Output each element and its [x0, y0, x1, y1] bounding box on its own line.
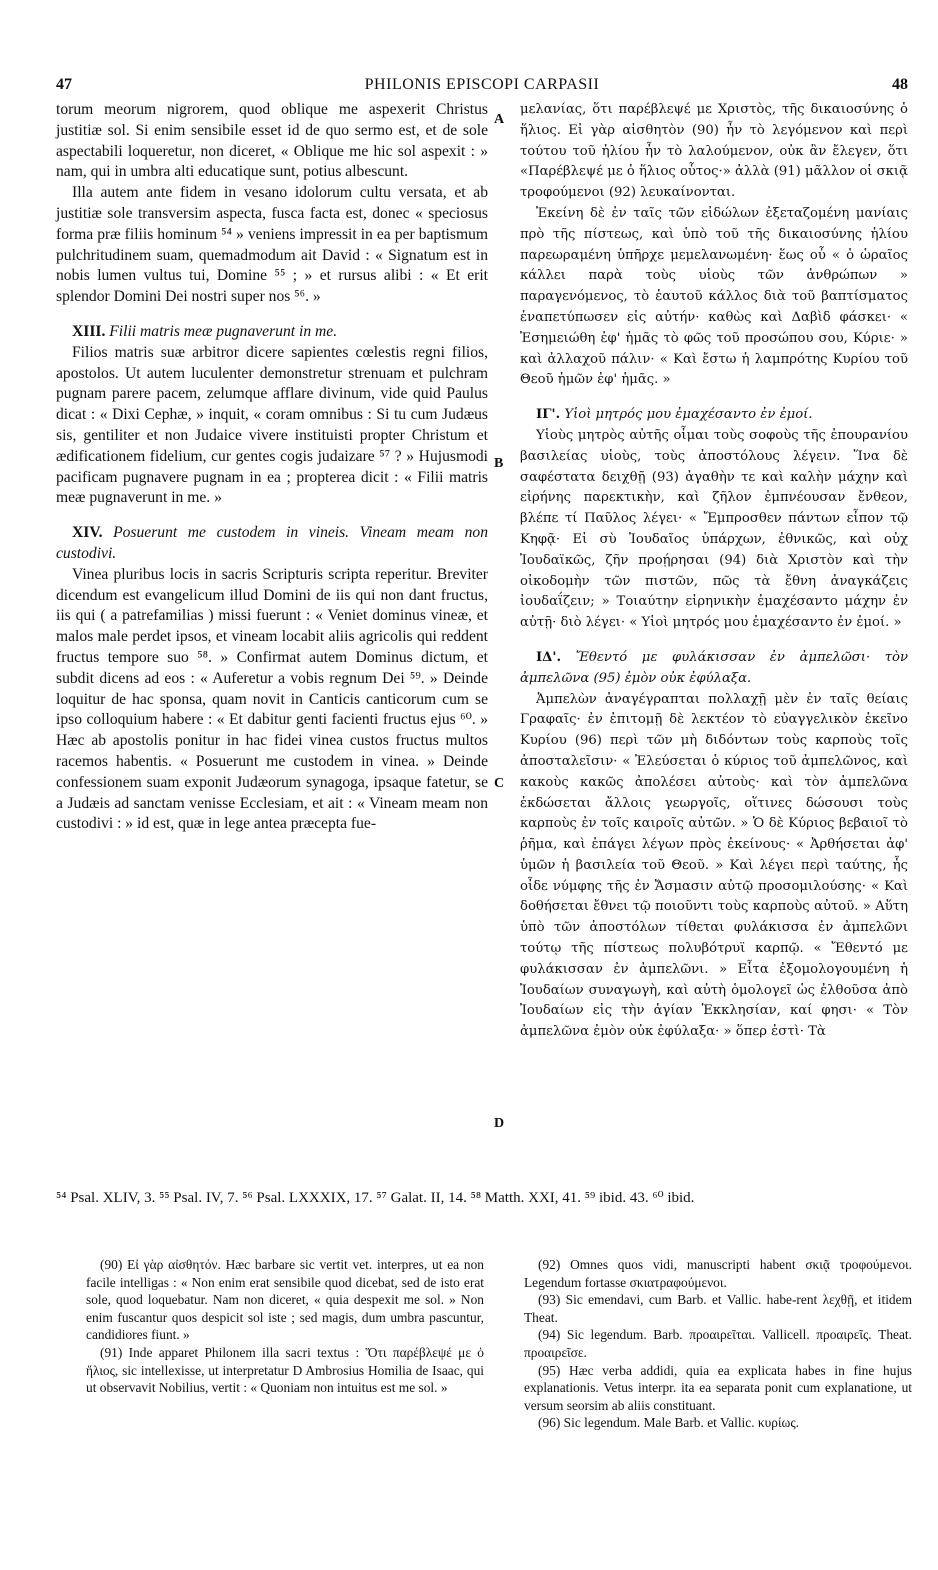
- editor-notes-left: [86, 1256, 484, 1397]
- greek-paragraph: Ἐκείνη δὲ ἐν ταῖς τῶν εἰδώλων ἐξεταζομένη μανίαις πρὸ τῆς πίστεως, καὶ ὑπὸ τοῦ τῆς δικαιοσύνης ἡλίου παρεωραμένη ὑπῆρχε μεμελανωμένη· ἕως οὗ « ὁ ὡραῖος κάλλει παρὰ τοὺς υἱοὺς τῶν ἀνθρώπων » παραγενόμενος, τὸ ἑαυτοῦ κάλλος διὰ τοῦ βαπτίσματος ἐναπετύπωσεν εἰς αὐτήν· καθὼς καὶ Δαβὶδ φάσκει· « Ἐσημειώθη ἐφ' ἡμᾶς τὸ φῶς τοῦ προσώπου σου, Κύριε· » καὶ ἀλλαχοῦ πάλιν· « Καὶ ἔστω ἡ λαμπρότης Κυρίου τοῦ Θεοῦ ἡμῶν ἐφ' ἡμᾶς. »: [520, 205, 908, 388]
- page-number-right: 48: [892, 76, 908, 93]
- margin-marker-c: C: [494, 776, 505, 791]
- section-title: Filii matris meæ pugnaverunt in me.: [109, 322, 338, 340]
- margin-marker-d: D: [494, 1116, 505, 1131]
- section-title: Υἱοὶ μητρός μου ἐμαχέσαντο ἐν ἐμοί.: [564, 407, 813, 423]
- section-number: ΙΔ'.: [536, 649, 562, 665]
- editor-note: (90) Εἰ γὰρ αἰσθητόν. Hæc barbare sic vertit vet. interpres, ut ea non facile intelligas : « Non enim erat sensibile quod dicebat, sed de isto erat sole, quod loquebatur. Nam non diceret, « quia despexit me sol. » Non enim fuscantur quos despicit sol iste ; sed magis, dum umbra pascuntur, candidiores fiunt. »: [86, 1257, 484, 1343]
- editor-notes-right: [524, 1256, 912, 1432]
- section-title: Ἔθεντό με φυλάκισσαν ἐν ἀμπελῶσι· τὸν ἀμπελῶνα (95) ἐμὸν οὐκ ἐφύλαξα.: [520, 649, 908, 686]
- editor-note: (96) Sic legendum. Male Barb. et Vallic. κυρίως.: [538, 1415, 800, 1431]
- latin-paragraph: Illa autem ante fidem in vesano idolorum cultu versata, et ab justitiæ sole transversim aspecta, fusca facta est, donec « speciosus forma præ filiis hominum ⁵⁴ » veniens impressit in ea per baptismum pulchritudinem suam, quemadmodum ait David : « Signatum est in nobis lumen vultus tui, Domine ⁵⁵ ; » et rursus alibi : « Et erit splendor Domini Dei nostri super nos ⁵⁶. »: [56, 184, 488, 306]
- scripture-footnotes: ⁵⁴ Psal. XLIV, 3. ⁵⁵ Psal. IV, 7. ⁵⁶ Psal. LXXXIX, 17. ⁵⁷ Galat. II, 14. ⁵⁸ Matth. XXI, 41. ⁵⁹ ibid. 43. ⁶⁰ ibid.: [56, 1190, 695, 1206]
- editor-note: (94) Sic legendum. Barb. προαιρεῖται. Vallicell. προαιρεῖς. Theat. προαιρεῖσε.: [524, 1327, 912, 1360]
- margin-marker-b: B: [494, 456, 504, 471]
- editor-note: (93) Sic emendavi, cum Barb. et Vallic. habe-rent λεχθῇ, et itidem Theat.: [524, 1292, 912, 1325]
- section-number: ΙΓ'.: [536, 407, 561, 423]
- latin-column: [56, 100, 488, 835]
- greek-column: [520, 100, 908, 1043]
- section-title: Posuerunt me custodem in vineis. Vineam meam non custodivi.: [56, 524, 488, 562]
- greek-paragraph: μελανίας, ὅτι παρέβλεψέ με Χριστὸς, τῆς δικαιοσύνης ὁ ἥλιος. Εἰ γὰρ αἰσθητὸν (90) ἦν τὸ λεγόμενον καὶ περὶ τούτου τοῦ ἡλίου ἦν τὸ λαλούμενον, οὐκ ἂν ἔλεγεν, ὅτι «Παρέβλεψέ με ὁ ἥλιος οὗτος·» ἀλλὰ (91) μᾶλλον οἱ σκιᾷ τροφούμενοι (92) λευκαίνονται.: [520, 102, 908, 201]
- latin-paragraph: Filios matris suæ arbitror dicere sapientes cœlestis regni filios, apostolos. Ut autem luculenter demonstretur strenuam et pulchram pugnam parere pacem, zelumque afflare divinum, vide quid Paulus dicat : « Dixi Cephæ, » inquit, « coram omnibus : Si tu cum Judæus sis, gentiliter et non Judaice vivere instituisti propter Christum et ædificationem fidelium, cur gentes cogis judaizare ⁵⁷ ? » Hujusmodi pacificam pugnavere pugnam in ea ; propterea dicit : « Filii matris meæ pugnaverunt in me. »: [56, 343, 488, 507]
- running-title: PHILONIS EPISCOPI CARPASII: [364, 76, 600, 93]
- footnote-divider: [56, 1176, 908, 1177]
- greek-section-heading: [520, 405, 908, 426]
- latin-paragraph: Vinea pluribus locis in sacris Scripturis scripta reperitur. Breviter dicendum est evangelicum illud Domini de iis qui non dant fructus, iis qui ( a patrefamilias ) missi fuerunt : « Veniet dominus vineæ, et malos male perdet ipsos, et vineam locabit aliis agricolis qui reddent fructus tempore suo ⁵⁸. » Confirmat autem Dominus dictum, et subdit dicens ad eos : « Auferetur a vobis regnum Dei ⁵⁹. » Deinde loquitur de hac sponsa, quam novit in Canticis canticorum cum se ipso colloquium habere : « Et dabitur genti facienti fructus ejus ⁶⁰. » Hæc ab apostolis ponitur in hac fidei vinea custos fructus multos racemos habentis. « Posuerunt me custodem in vinea. » Deinde confessionem suam exponit Judæorum synagoga, ipsaque fatetur, se a Judæis ad sanctam venisse Ecclesiam, et ait : « Vineam meam non custodivi : » id est, quæ in lege antea præcepta fue-: [56, 565, 488, 833]
- editor-note: (91) Inde apparet Philonem illa sacri textus : Ὅτι παρέβλεψέ με ὁ ἥλιος, sic intellexisse, ut interpretatur D Ambrosius Homilia de Isaac, qui ut observavit Nobilius, vertit : « Quoniam non intuitus est me sol. »: [86, 1344, 484, 1396]
- page-number-left: 47: [56, 76, 72, 93]
- running-header: [56, 76, 908, 100]
- section-number: XIV.: [72, 524, 103, 542]
- margin-marker-a: A: [494, 112, 505, 127]
- latin-section-heading: [56, 322, 488, 343]
- greek-paragraph: Υἱοὺς μητρὸς αὐτῆς οἶμαι τοὺς σοφοὺς τῆς ἐπουρανίου βασιλείας υἱοὺς, τοὺς ἀποστόλους λέγειν. Ἵνα δὲ σαφέστατα δειχθῇ (93) ἀγαθὴν τε καὶ καλὴν μάχην καὶ εἰρήνης παρεκτικὴν, καὶ ζῆλον ἐμπνέουσαν ἔνθεον, βλέπε τί Παῦλος λέγει· « Ἔμπροσθεν πάντων εἶπον τῷ Κηφᾷ· Εἰ σὺ Ἰουδαῖος ὑπάρχων, ἐθνικῶς, καὶ οὐχ Ἰουδαϊκῶς, ζῆν προῄρησαι (94) διὰ Χριστὸν καὶ τὴν οἰκοδομὴν τῶν πιστῶν, πῶς τὰ ἔθνη ἀναγκάζεις ἰουδαΐζειν; » Τοιαύτην εἰρηνικὴν ἐμαχέσαντο μάχην ἐν αὐτῇ· διὸ λέγει· « Υἱοὶ μητρός μου ἐμαχέσαντο ἐν ἐμοί. »: [520, 427, 908, 631]
- greek-paragraph: Ἀμπελὼν ἀναγέγραπται πολλαχῇ μὲν ἐν ταῖς θείαις Γραφαῖς· ἐν ἐπιτομῇ δὲ λεκτέον τὸ εὐαγγελικὸν ἐκεῖνο Κυρίου (96) περὶ τῶν μὴ διδόντων τοὺς καρποὺς τοῖς ἀποσταλεῖσιν· « Ἐλεύσεται ὁ κύριος τοῦ ἀμπελῶνος, καὶ κακοὺς κακῶς ἀπολέσει αὐτοὺς· καὶ τὸν ἀμπελῶνα ἐκδώσεται ἄλλοις γεωργοῖς, οἵτινες δώσουσι τοὺς καρποὺς ἐν τοῖς καιροῖς αὐτῶν. » Ὁ δὲ Κύριος βεβαιοῖ τὸ ῥῆμα, καὶ ἐπάγει λέγων πρὸς ἐκείνους· « Ἀρθήσεται ἀφ' ὑμῶν ἡ βασιλεία τοῦ Θεοῦ. » Καὶ λέγει περὶ ταύτης, ἧς οἶδε νύμφης τῆς ἐν Ἄσμασιν αὐτῷ προσομιλούσης· « Καὶ δοθήσεται ἔθνει τῷ ποιοῦντι τοὺς καρποὺς αὐτοῦ. » Αὕτη ὑπὸ τῶν ἀποστόλων τίθεται φυλάκισσα ἐν ἀμπελῶνι τούτῳ τῆς πίστεως πολυβότρυϊ καρπῷ. « Ἔθεντό με φυλάκισσαν ἐν ἀμπελῶνι. » Εἶτα ἐξομολογουμένη ἡ Ἰουδαίων συναγωγὴ, καὶ αὐτὴ ὁμολογεῖ ὡς ἐλθοῦσα ἀπὸ Ἰουδαίων εἰς τὴν ἁγίαν Ἐκκλησίαν, καί φησι· « Τὸν ἀμπελῶνα ἐμὸν οὐκ ἐφύλαξα· » ὅπερ ἐστὶ· Τὰ: [520, 691, 908, 1040]
- latin-paragraph: torum meorum nigrorem, quod oblique me aspexerit Christus justitiæ sol. Si enim sensibile esset id de quo sermo est, et de sole aspectabili loqueretur, non diceret, « Oblique me hic sol aspexit : » nam, qui in umbra alti educatique sunt, potius albescunt.: [56, 101, 488, 181]
- editor-note: (95) Hæc verba addidi, quia ea explicata habes in fine hujus explanationis. Vetus interpr. ita ea separata ponit cum explanatione, ut versum seorsim ab aliis constituant.: [524, 1362, 912, 1413]
- greek-section-heading: [520, 648, 908, 690]
- latin-section-heading: [56, 523, 488, 565]
- editor-note: (92) Omnes quos vidi, manuscripti habent σκιᾷ τροφούμενοι. Legendum fortasse σκιατραφούμενοι.: [524, 1257, 912, 1290]
- section-number: XIII.: [72, 322, 106, 340]
